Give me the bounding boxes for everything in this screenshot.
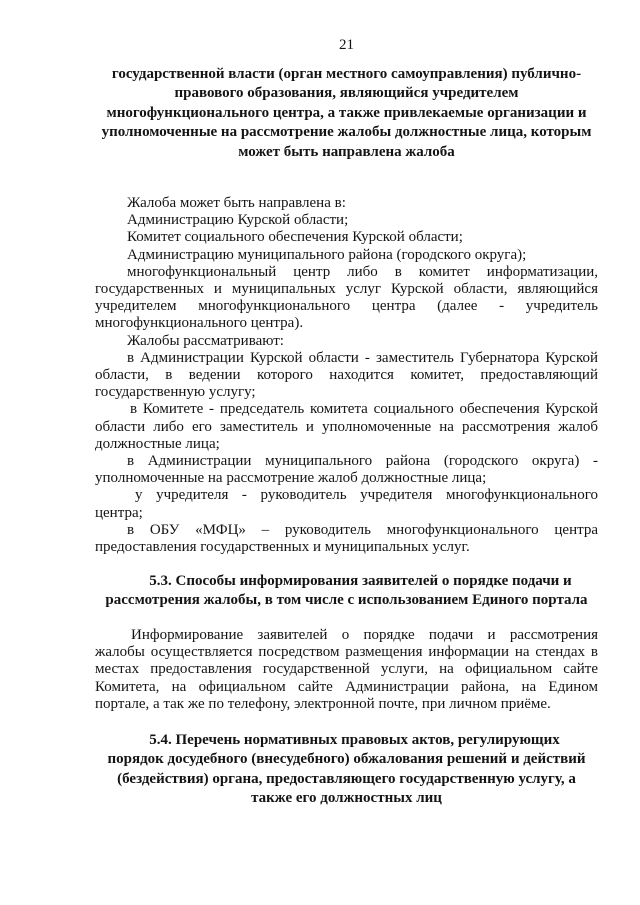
reviewer-item-line: центра; (95, 504, 143, 521)
heading-line: государственной власти (орган местного самоуправления) публично- (111, 66, 582, 82)
section-5-4-heading (95, 731, 598, 809)
section-5-3-body (95, 627, 598, 713)
complaint-recipients-text (95, 195, 598, 556)
reviewer-item-line: в Администрации муниципального района (городского округа) - (127, 453, 598, 470)
page-number: 21 (339, 37, 354, 53)
heading-line: может быть направлена жалоба (238, 143, 455, 160)
destination-item-line: Комитет социального обеспечения Курской области; (127, 229, 463, 246)
paragraph-line: Комитета, на официальном сайте Администрации района, на Едином (95, 678, 598, 695)
section-heading-continuation (95, 65, 598, 162)
paragraph-line: местах предоставления государственной услуги, на официальном сайте (95, 661, 598, 678)
destination-item-line: Администрацию Курской области; (127, 212, 349, 229)
heading-line: также его должностных лиц (251, 790, 442, 807)
heading-line: порядок досудебного (внесудебного) обжалования решений и действий (107, 751, 586, 768)
reviewers-intro: Жалобы рассматривают: (127, 332, 284, 349)
reviewer-item-line: государственную услугу; (95, 384, 256, 401)
destination-item-line: государственных и муниципальных услуг Курской области, являющийся (95, 281, 598, 298)
paragraph-line: портале, а так же по телефону, электронной почте, при личном приёме. (95, 695, 551, 712)
reviewer-item-line: в ОБУ «МФЦ» – руководитель многофункционального центра (127, 521, 598, 538)
reviewer-item-line: уполномоченные на рассмотрение жалоб должностные лица; (95, 470, 487, 487)
destination-item-line: учредителем многофункционального центра (далее - учредитель (95, 298, 598, 315)
paragraph-line: жалобы осуществляется посредством размещения информации на стендах в (95, 644, 598, 661)
reviewer-item-line: должностные лица; (95, 435, 220, 452)
heading-line: 5.3. Способы информирования заявителей о порядке подачи и (149, 573, 572, 589)
heading-line: правового образования, являющийся учредителем (174, 85, 519, 102)
heading-line: 5.4. Перечень нормативных правовых актов, регулирующих (149, 732, 560, 748)
reviewer-item-line: у учредителя - руководитель учредителя многофункционального (135, 487, 598, 504)
heading-line: рассмотрения жалобы, в том числе с использованием Единого портала (105, 592, 588, 609)
section-5-3-heading (95, 572, 598, 611)
reviewer-item-line: в Администрации Курской области - заместитель Губернатора Курской (127, 349, 598, 366)
destination-item-line: многофункционального центра). (95, 315, 304, 332)
heading-line: многофункционального центра, а также привлекаемые организации и (106, 104, 587, 121)
reviewer-item-line: в Комитете - председатель комитета социального обеспечения Курской (130, 401, 598, 418)
paragraph-line: Информирование заявителей о порядке подачи и рассмотрения (131, 627, 598, 643)
reviewer-item-line: предоставления государственных и муниципальных услуг. (95, 539, 470, 556)
destination-item-line: многофункциональный центр либо в комитет информатизации, (127, 263, 598, 280)
reviewer-item-line: области либо его заместитель и уполномоченные на рассмотрения жалоб (95, 418, 598, 435)
reviewer-item-line: области, в ведении которого находится комитет, предоставляющий (95, 367, 598, 384)
destinations-intro: Жалоба может быть направлена в: (127, 195, 346, 211)
heading-line: уполномоченные на рассмотрение жалобы должностные лица, которым (101, 124, 592, 141)
heading-line: (бездействия) органа, предоставляющего государственную услугу, а (117, 770, 576, 787)
destination-item-line: Администрацию муниципального района (городского округа); (127, 246, 527, 263)
